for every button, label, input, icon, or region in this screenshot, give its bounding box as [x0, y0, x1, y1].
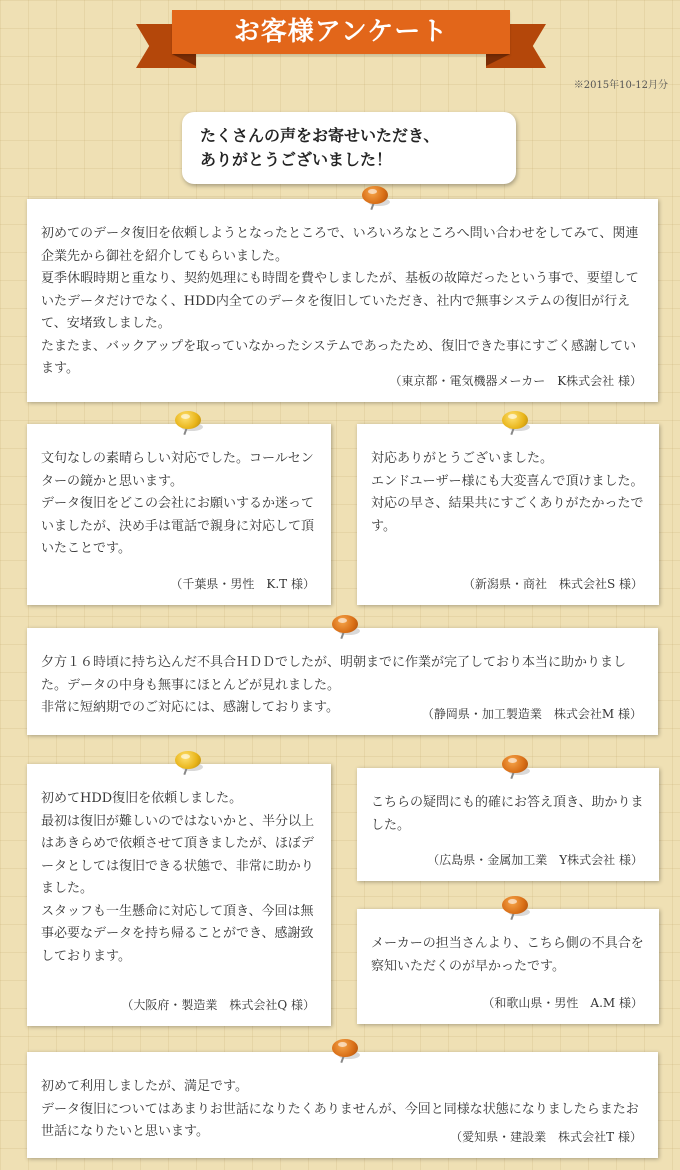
- ribbon-fold-left: [172, 54, 196, 66]
- review-signature: （大阪府・製造業 株式会社Q 様）: [121, 997, 315, 1012]
- review-card: [357, 768, 659, 881]
- survey-period: ※2015年10-12月分: [573, 80, 668, 91]
- review-text: 対応ありがとうございました。 エンドユーザー様にも大変喜んで頂けました。 対応の早さ、結果共にすごくありがたかったです。: [371, 451, 644, 534]
- review-signature: （愛知県・建設業 株式会社T 様）: [450, 1129, 642, 1144]
- pushpin-icon: [330, 615, 362, 641]
- review-card: [27, 1052, 658, 1158]
- thanks-bubble: たくさんの声をお寄せいただき、 ありがとうございました！: [182, 112, 516, 184]
- review-signature: （広島県・金属加工業 Y株式会社 様）: [427, 852, 643, 867]
- page-title: お客様アンケート: [172, 10, 510, 54]
- pushpin-icon: [500, 411, 532, 437]
- review-text: 文句なしの素晴らしい対応でした。コールセンターの鏡かと思います。 データ復旧をどこの会社にお願いするか迷っていましたが、決め手は電話で親身に対応して頂いたことです。: [41, 451, 315, 556]
- review-card: [357, 424, 659, 605]
- review-text: こちらの疑問にも的確にお答え頂き、助かりました。: [371, 795, 644, 833]
- pushpin-icon: [173, 751, 205, 777]
- pushpin-icon: [330, 1039, 362, 1065]
- pushpin-icon: [360, 186, 392, 212]
- review-card: [27, 199, 658, 402]
- review-signature: （東京都・電気機器メーカー K株式会社 様）: [389, 373, 642, 388]
- pushpin-icon: [500, 896, 532, 922]
- review-text: メーカーの担当さんより、こちら側の不具合を察知いただくのが早かったです。: [371, 936, 644, 974]
- review-card: [357, 909, 659, 1024]
- review-signature: （新潟県・商社 株式会社S 様）: [462, 576, 643, 591]
- review-text: 初めて利用しましたが、満足です。 データ復旧についてはあまりお世話になりたくありませんが、今回と同様な状態になりましたらまたお世話になりたいと思います。: [41, 1079, 639, 1139]
- pushpin-icon: [500, 755, 532, 781]
- review-signature: （静岡県・加工製造業 株式会社M 様）: [421, 706, 642, 721]
- ribbon-fold-right: [486, 54, 510, 66]
- review-text: 夕方１６時頃に持ち込んだ不具合ＨＤＤでしたが、明朝までに作業が完了しており本当に助かりました。データの中身も無事にほとんどが見れました。 非常に短納期でのご対応には、感謝しております。: [41, 655, 627, 715]
- review-signature: （千葉県・男性 K.T 様）: [170, 576, 315, 591]
- title-ribbon: [136, 10, 546, 68]
- review-card: [27, 424, 331, 605]
- review-signature: （和歌山県・男性 A.M 様）: [482, 995, 643, 1010]
- review-text: 初めてのデータ復旧を依頼しようとなったところで、いろいろなところへ問い合わせをしてみて、関連企業先から御社を紹介してもらいました。 夏季休暇時期と重なり、契約処理にも時間を費やしましたが、基板の故障だったという事で、要望していたデータだけでなく、HDD内全てのデータを復旧していただき、社内で無事システムの復旧が行えて、安堵致しました。 たまたま、バックアップを取っていなかったシステムであったため、復旧できた事にすごく感謝しています。: [41, 226, 639, 376]
- review-card: [27, 628, 658, 735]
- review-card: [27, 764, 331, 1026]
- pushpin-icon: [173, 411, 205, 437]
- review-text: 初めてHDD復旧を依頼しました。 最初は復旧が難しいのではないかと、半分以上はあきらめで依頼させて頂きましたが、ほぼデータとしては復旧できる状態で、非常に助かりました。 スタッフも一生懸命に対応して頂き、今回は無事必要なデータを持ち帰ることができ、感謝致しております。: [41, 791, 315, 964]
